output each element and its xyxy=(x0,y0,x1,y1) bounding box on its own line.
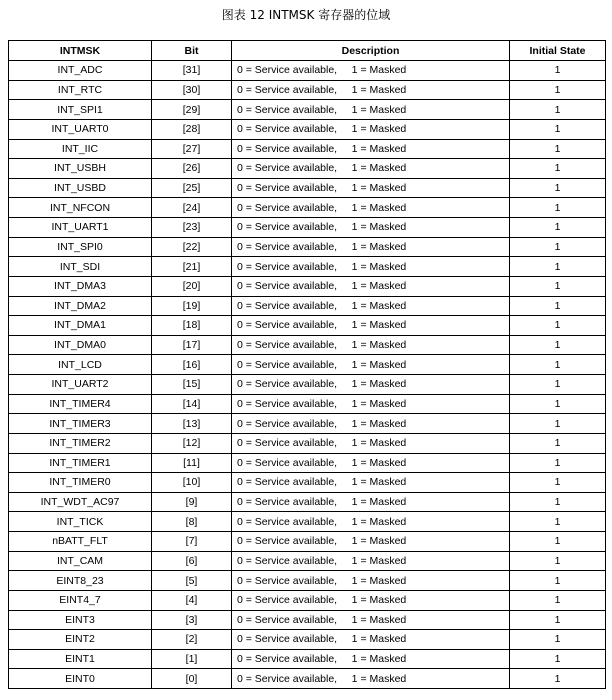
cell-description: 0 = Service available, 1 = Masked xyxy=(232,178,510,198)
cell-initial-state: 1 xyxy=(510,61,606,81)
cell-initial-state: 1 xyxy=(510,414,606,434)
cell-description: 0 = Service available, 1 = Masked xyxy=(232,610,510,630)
cell-initial-state: 1 xyxy=(510,512,606,532)
cell-bit: [0] xyxy=(152,669,232,689)
table-row xyxy=(9,669,606,689)
cell-intmsk-name: INT_CAM xyxy=(9,551,152,571)
cell-intmsk-name: INT_USBH xyxy=(9,159,152,179)
cell-initial-state: 1 xyxy=(510,296,606,316)
cell-bit: [6] xyxy=(152,551,232,571)
table-row xyxy=(9,316,606,336)
cell-intmsk-name: EINT1 xyxy=(9,649,152,669)
table-row xyxy=(9,61,606,81)
table-row xyxy=(9,237,606,257)
table-row xyxy=(9,119,606,139)
cell-bit: [20] xyxy=(152,276,232,296)
cell-intmsk-name: INT_DMA3 xyxy=(9,276,152,296)
table-row xyxy=(9,433,606,453)
cell-initial-state: 1 xyxy=(510,433,606,453)
cell-initial-state: 1 xyxy=(510,159,606,179)
table-row xyxy=(9,375,606,395)
cell-intmsk-name: INT_UART1 xyxy=(9,218,152,238)
cell-description: 0 = Service available, 1 = Masked xyxy=(232,296,510,316)
cell-intmsk-name: INT_USBD xyxy=(9,178,152,198)
cell-bit: [22] xyxy=(152,237,232,257)
cell-initial-state: 1 xyxy=(510,100,606,120)
table-row xyxy=(9,178,606,198)
table-row xyxy=(9,296,606,316)
cell-description: 0 = Service available, 1 = Masked xyxy=(232,139,510,159)
cell-description: 0 = Service available, 1 = Masked xyxy=(232,159,510,179)
cell-description: 0 = Service available, 1 = Masked xyxy=(232,198,510,218)
cell-initial-state: 1 xyxy=(510,335,606,355)
cell-bit: [8] xyxy=(152,512,232,532)
cell-description: 0 = Service available, 1 = Masked xyxy=(232,453,510,473)
cell-intmsk-name: INT_SDI xyxy=(9,257,152,277)
cell-description: 0 = Service available, 1 = Masked xyxy=(232,669,510,689)
table-row xyxy=(9,453,606,473)
cell-description: 0 = Service available, 1 = Masked xyxy=(232,630,510,650)
cell-intmsk-name: EINT3 xyxy=(9,610,152,630)
table-row xyxy=(9,139,606,159)
table-body xyxy=(9,61,606,689)
cell-initial-state: 1 xyxy=(510,551,606,571)
cell-initial-state: 1 xyxy=(510,198,606,218)
table-row xyxy=(9,532,606,552)
cell-intmsk-name: INT_DMA1 xyxy=(9,316,152,336)
header-bit: Bit xyxy=(152,41,232,61)
cell-bit: [25] xyxy=(152,178,232,198)
cell-initial-state: 1 xyxy=(510,237,606,257)
cell-intmsk-name: INT_TIMER4 xyxy=(9,394,152,414)
cell-description: 0 = Service available, 1 = Masked xyxy=(232,100,510,120)
header-description: Description xyxy=(232,41,510,61)
cell-initial-state: 1 xyxy=(510,630,606,650)
cell-bit: [12] xyxy=(152,433,232,453)
cell-bit: [28] xyxy=(152,119,232,139)
cell-intmsk-name: INT_WDT_AC97 xyxy=(9,492,152,512)
table-row xyxy=(9,571,606,591)
table-row xyxy=(9,80,606,100)
cell-description: 0 = Service available, 1 = Masked xyxy=(232,375,510,395)
cell-bit: [11] xyxy=(152,453,232,473)
table-row xyxy=(9,473,606,493)
cell-description: 0 = Service available, 1 = Masked xyxy=(232,335,510,355)
cell-bit: [24] xyxy=(152,198,232,218)
cell-initial-state: 1 xyxy=(510,139,606,159)
cell-bit: [31] xyxy=(152,61,232,81)
table-row xyxy=(9,551,606,571)
cell-initial-state: 1 xyxy=(510,571,606,591)
cell-intmsk-name: INT_UART2 xyxy=(9,375,152,395)
cell-description: 0 = Service available, 1 = Masked xyxy=(232,276,510,296)
header-intmsk: INTMSK xyxy=(9,41,152,61)
table-row xyxy=(9,335,606,355)
cell-bit: [9] xyxy=(152,492,232,512)
cell-initial-state: 1 xyxy=(510,649,606,669)
table-row xyxy=(9,159,606,179)
table-caption: 图表 12 INTMSK 寄存器的位域 xyxy=(221,8,391,22)
cell-bit: [23] xyxy=(152,218,232,238)
cell-description: 0 = Service available, 1 = Masked xyxy=(232,473,510,493)
cell-initial-state: 1 xyxy=(510,355,606,375)
cell-initial-state: 1 xyxy=(510,394,606,414)
cell-bit: [27] xyxy=(152,139,232,159)
cell-bit: [29] xyxy=(152,100,232,120)
cell-bit: [30] xyxy=(152,80,232,100)
cell-bit: [4] xyxy=(152,590,232,610)
cell-intmsk-name: INT_RTC xyxy=(9,80,152,100)
cell-initial-state: 1 xyxy=(510,473,606,493)
cell-bit: [10] xyxy=(152,473,232,493)
cell-intmsk-name: nBATT_FLT xyxy=(9,532,152,552)
cell-intmsk-name: EINT8_23 xyxy=(9,571,152,591)
cell-initial-state: 1 xyxy=(510,80,606,100)
table-row xyxy=(9,414,606,434)
cell-initial-state: 1 xyxy=(510,218,606,238)
cell-intmsk-name: INT_TICK xyxy=(9,512,152,532)
cell-bit: [16] xyxy=(152,355,232,375)
cell-bit: [19] xyxy=(152,296,232,316)
cell-description: 0 = Service available, 1 = Masked xyxy=(232,590,510,610)
cell-initial-state: 1 xyxy=(510,257,606,277)
cell-description: 0 = Service available, 1 = Masked xyxy=(232,61,510,81)
cell-bit: [1] xyxy=(152,649,232,669)
cell-description: 0 = Service available, 1 = Masked xyxy=(232,237,510,257)
cell-bit: [26] xyxy=(152,159,232,179)
cell-initial-state: 1 xyxy=(510,590,606,610)
table-row xyxy=(9,218,606,238)
cell-intmsk-name: EINT2 xyxy=(9,630,152,650)
table-row xyxy=(9,198,606,218)
cell-initial-state: 1 xyxy=(510,316,606,336)
cell-bit: [21] xyxy=(152,257,232,277)
cell-bit: [13] xyxy=(152,414,232,434)
cell-description: 0 = Service available, 1 = Masked xyxy=(232,218,510,238)
cell-description: 0 = Service available, 1 = Masked xyxy=(232,512,510,532)
cell-description: 0 = Service available, 1 = Masked xyxy=(232,433,510,453)
cell-intmsk-name: INT_TIMER1 xyxy=(9,453,152,473)
cell-description: 0 = Service available, 1 = Masked xyxy=(232,80,510,100)
cell-description: 0 = Service available, 1 = Masked xyxy=(232,551,510,571)
table-row xyxy=(9,649,606,669)
cell-bit: [7] xyxy=(152,532,232,552)
cell-description: 0 = Service available, 1 = Masked xyxy=(232,355,510,375)
cell-description: 0 = Service available, 1 = Masked xyxy=(232,414,510,434)
cell-initial-state: 1 xyxy=(510,453,606,473)
cell-bit: [15] xyxy=(152,375,232,395)
table-row xyxy=(9,257,606,277)
table-row xyxy=(9,590,606,610)
cell-initial-state: 1 xyxy=(510,492,606,512)
cell-intmsk-name: INT_IIC xyxy=(9,139,152,159)
cell-intmsk-name: INT_SPI0 xyxy=(9,237,152,257)
cell-intmsk-name: INT_TIMER3 xyxy=(9,414,152,434)
cell-intmsk-name: INT_ADC xyxy=(9,61,152,81)
cell-bit: [14] xyxy=(152,394,232,414)
cell-description: 0 = Service available, 1 = Masked xyxy=(232,492,510,512)
cell-description: 0 = Service available, 1 = Masked xyxy=(232,119,510,139)
cell-intmsk-name: INT_LCD xyxy=(9,355,152,375)
cell-description: 0 = Service available, 1 = Masked xyxy=(232,571,510,591)
cell-initial-state: 1 xyxy=(510,610,606,630)
cell-bit: [17] xyxy=(152,335,232,355)
cell-description: 0 = Service available, 1 = Masked xyxy=(232,532,510,552)
cell-bit: [3] xyxy=(152,610,232,630)
table-row xyxy=(9,355,606,375)
header-initial-state: Initial State xyxy=(510,41,606,61)
cell-intmsk-name: INT_DMA0 xyxy=(9,335,152,355)
cell-initial-state: 1 xyxy=(510,532,606,552)
cell-intmsk-name: EINT4_7 xyxy=(9,590,152,610)
table-header-row xyxy=(9,41,606,61)
cell-intmsk-name: INT_NFCON xyxy=(9,198,152,218)
table-row xyxy=(9,276,606,296)
cell-initial-state: 1 xyxy=(510,178,606,198)
cell-bit: [18] xyxy=(152,316,232,336)
cell-intmsk-name: INT_UART0 xyxy=(9,119,152,139)
cell-intmsk-name: INT_DMA2 xyxy=(9,296,152,316)
cell-intmsk-name: INT_SPI1 xyxy=(9,100,152,120)
cell-description: 0 = Service available, 1 = Masked xyxy=(232,394,510,414)
table-row xyxy=(9,394,606,414)
cell-initial-state: 1 xyxy=(510,669,606,689)
table-row xyxy=(9,610,606,630)
cell-description: 0 = Service available, 1 = Masked xyxy=(232,316,510,336)
cell-bit: [2] xyxy=(152,630,232,650)
cell-bit: [5] xyxy=(152,571,232,591)
cell-intmsk-name: EINT0 xyxy=(9,669,152,689)
table-row xyxy=(9,512,606,532)
cell-initial-state: 1 xyxy=(510,375,606,395)
table-row xyxy=(9,630,606,650)
cell-intmsk-name: INT_TIMER2 xyxy=(9,433,152,453)
cell-initial-state: 1 xyxy=(510,276,606,296)
table-row xyxy=(9,492,606,512)
cell-description: 0 = Service available, 1 = Masked xyxy=(232,257,510,277)
table-row xyxy=(9,100,606,120)
cell-initial-state: 1 xyxy=(510,119,606,139)
cell-description: 0 = Service available, 1 = Masked xyxy=(232,649,510,669)
intmsk-register-table xyxy=(8,40,606,689)
cell-intmsk-name: INT_TIMER0 xyxy=(9,473,152,493)
